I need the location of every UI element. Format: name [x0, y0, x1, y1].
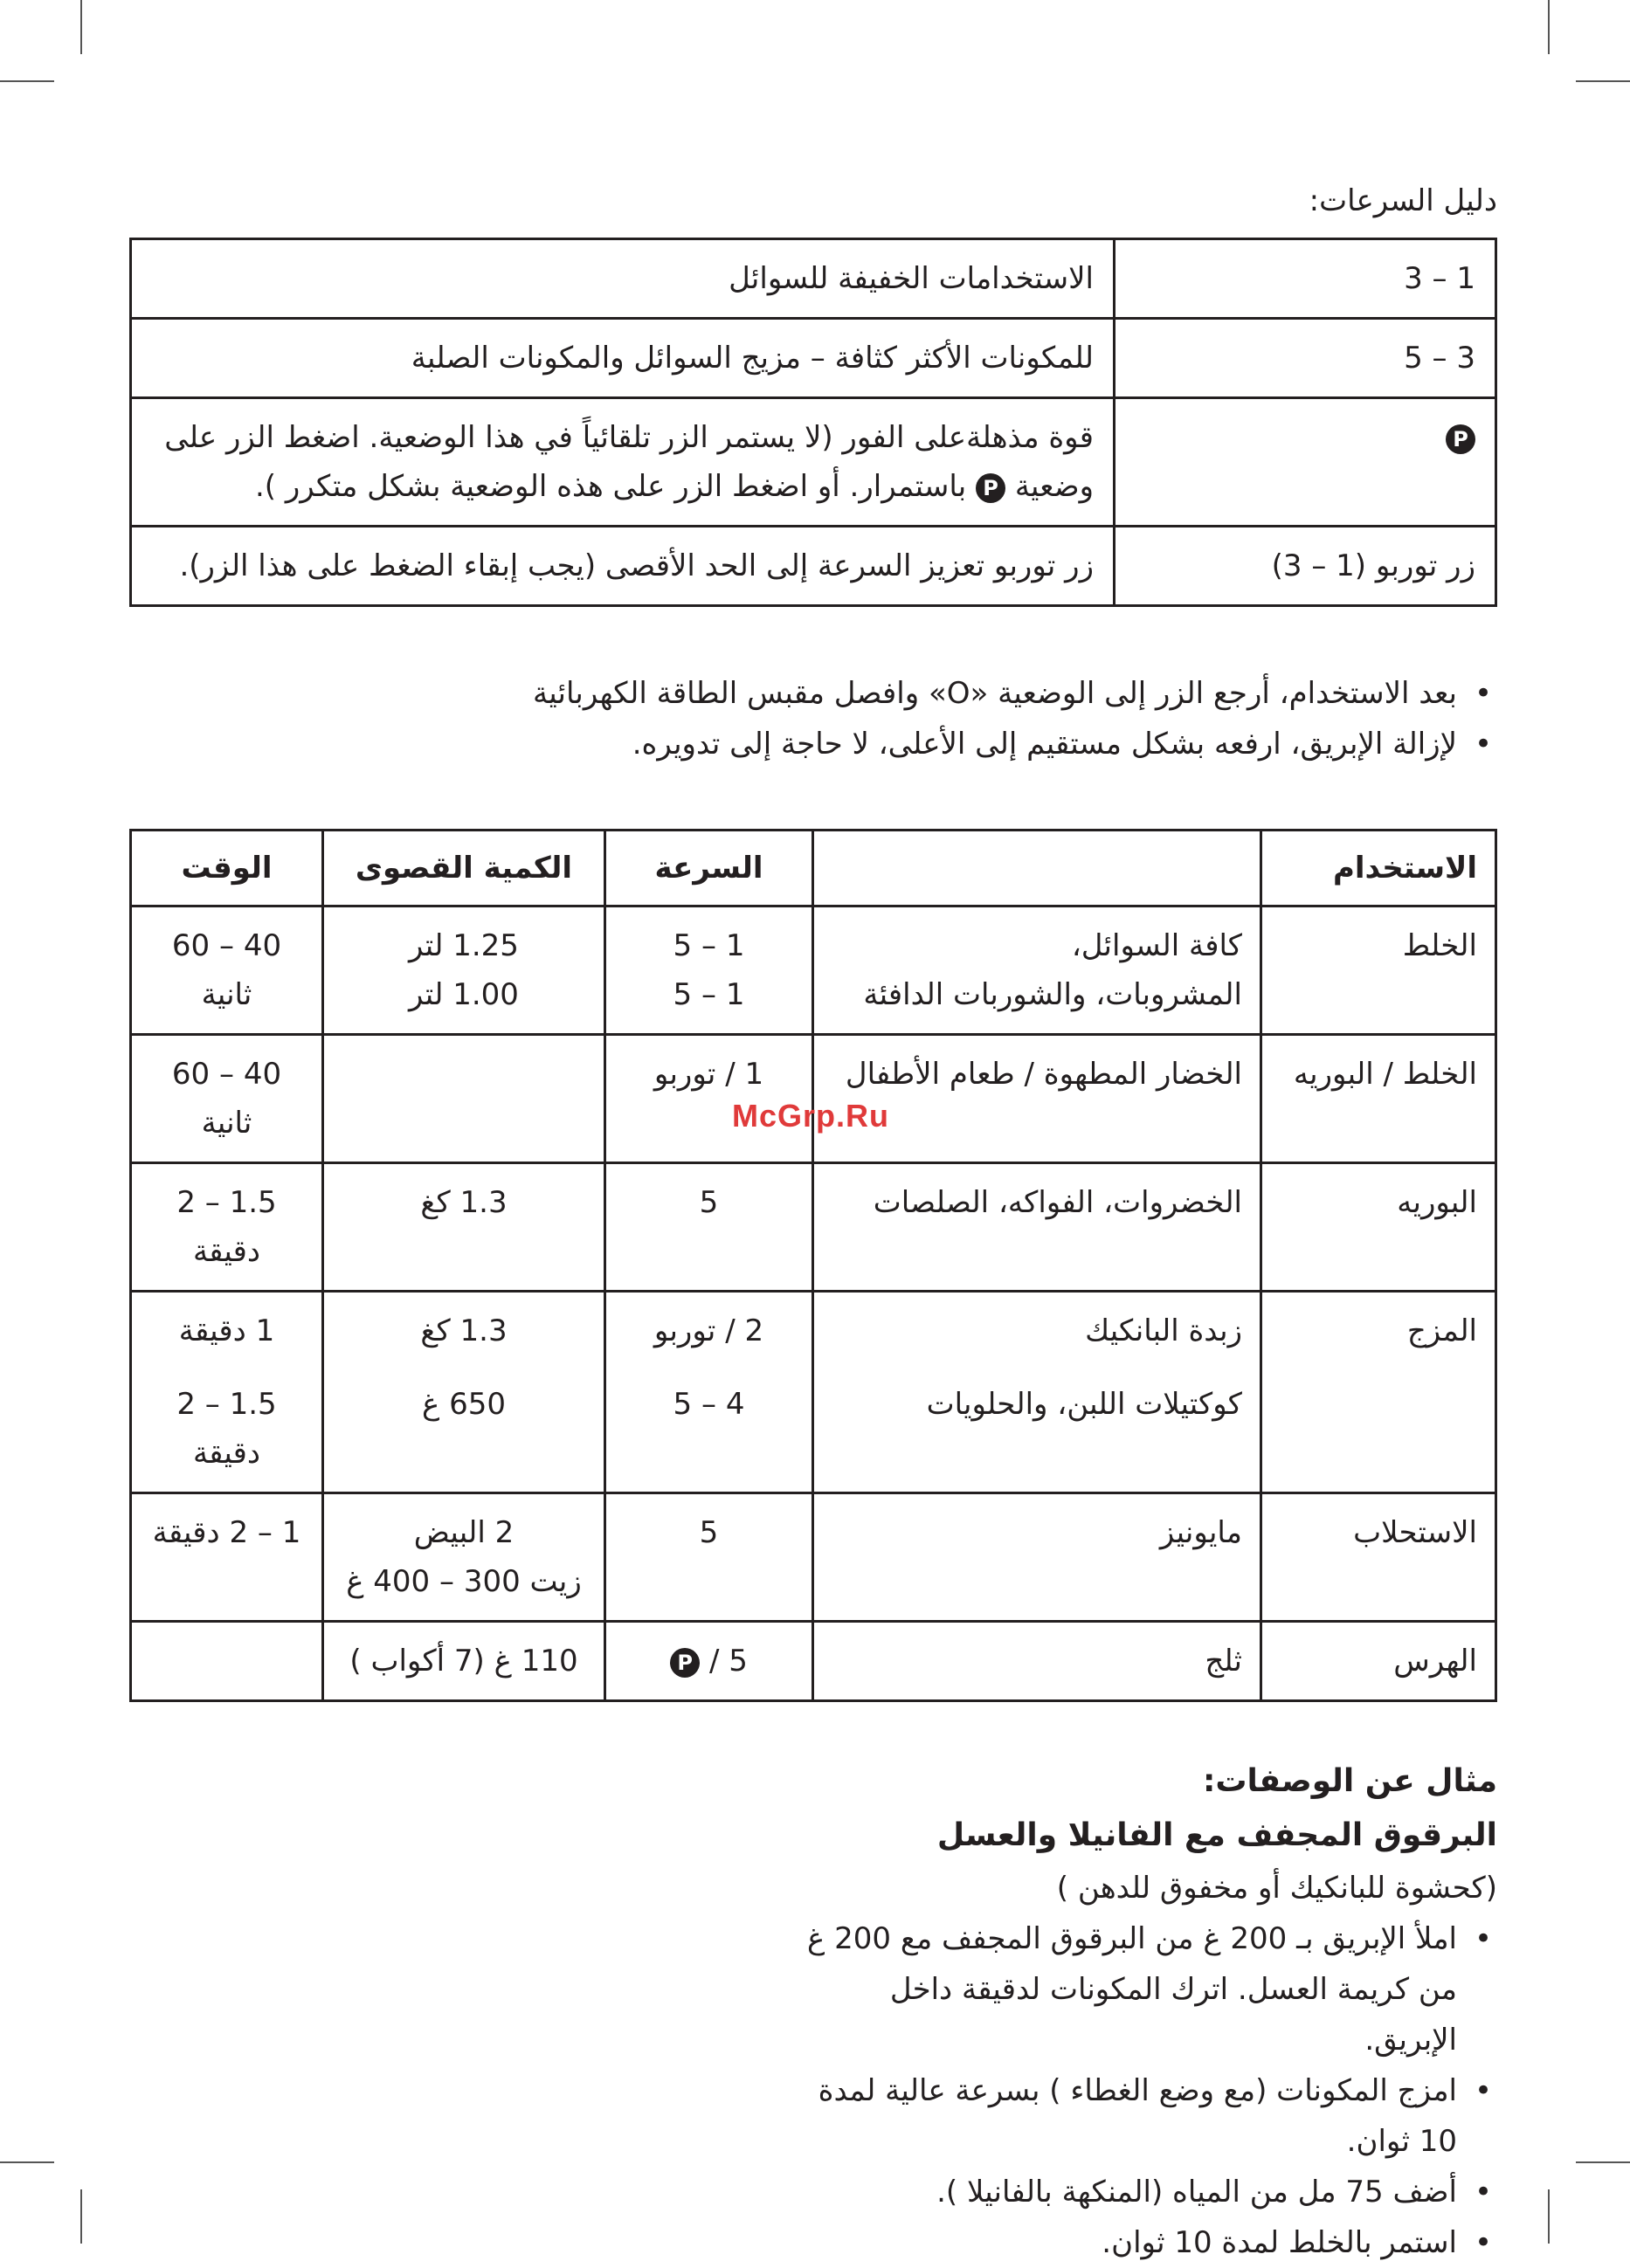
speed-guide-heading: دليل السرعات: — [1309, 183, 1497, 218]
crop-mark — [1576, 2161, 1630, 2163]
cell-time: 40 – 60 ثانية — [131, 1035, 323, 1163]
cell-speed — [605, 1622, 813, 1701]
speed-desc: الاستخدامات الخفيفة للسوائل — [131, 239, 1115, 319]
pulse-p-icon: P — [1446, 424, 1475, 454]
header-max-qty: الكمية القصوى — [323, 831, 605, 907]
cell-line: 1 – 5 — [673, 977, 745, 1012]
recipe-steps — [129, 1913, 1497, 2268]
cell-ingredients: مايونيز — [813, 1493, 1261, 1622]
cell-use: الخلط / البوريه — [1261, 1035, 1496, 1163]
header-speed: السرعة — [605, 831, 813, 907]
speed-guide-table — [129, 238, 1497, 607]
speed-desc-part2: باستمرار. أو اضغط الزر على هذه الوضعية بشكل متكرر ). — [254, 469, 967, 504]
cell-speed: 5 — [605, 1493, 813, 1622]
cell-line: المشروبات، والشوربات الدافئة — [863, 977, 1242, 1012]
header-ingredients — [813, 831, 1261, 907]
table-row — [131, 907, 1496, 1035]
table-row — [131, 527, 1496, 606]
cell-use: الخلط — [1261, 907, 1496, 1035]
cell-max-qty — [323, 1493, 605, 1622]
crop-mark — [80, 2189, 82, 2244]
table-row — [131, 398, 1496, 527]
cell-line: 650 غ — [421, 1387, 506, 1422]
cell-time — [131, 1292, 323, 1493]
page-content — [129, 183, 1497, 2268]
pulse-p-icon: P — [976, 473, 1005, 503]
table-row — [131, 1292, 1496, 1493]
list-item: • لإزالة الإبريق، ارفعه بشكل مستقيم إلى الأعلى، لا حاجة إلى تدويره. — [129, 719, 1497, 769]
recipe-subtitle: (كحشوة للبانكيك أو مخفوق للدهن ) — [1056, 1871, 1497, 1906]
list-item: • أضف 75 مل من المياه (المنكهة بالفانيلا ). — [793, 2167, 1497, 2217]
cell-use: الهرس — [1261, 1622, 1496, 1701]
list-item: • استمر بالخلط لمدة 10 ثوان. — [793, 2217, 1497, 2268]
cell-max-qty — [323, 1292, 605, 1493]
cell-use: المزج — [1261, 1292, 1496, 1493]
speed-desc — [131, 398, 1115, 527]
cell-line: كوكتيلات اللبن، والحلويات — [926, 1387, 1242, 1422]
table-row — [131, 1163, 1496, 1292]
recipe-section — [129, 1754, 1497, 2268]
header-use: الاستخدام — [1261, 831, 1496, 907]
cell-line: 2 البيض — [413, 1515, 515, 1550]
table-row — [131, 1493, 1496, 1622]
cell-time: 1.5 – 2 دقيقة — [131, 1163, 323, 1292]
cell-max-qty — [323, 1035, 605, 1163]
speed-desc-part1: قوة مذهلةعلى الفور (لا يستمر الزر تلقائياً في هذا الوضعية. اضغط الزر على وضعية — [164, 420, 1094, 504]
crop-mark — [1548, 2189, 1550, 2244]
usage-notes — [129, 668, 1497, 769]
speed-key: 1 – 3 — [1115, 239, 1496, 319]
pulse-p-icon: P — [670, 1648, 700, 1678]
crop-mark — [1548, 0, 1550, 54]
cell-line: 1.3 كغ — [420, 1313, 508, 1348]
cell-time: 40 – 60 ثانية — [131, 907, 323, 1035]
cell-line: 1.25 لتر — [409, 928, 519, 963]
cell-use: الاستحلاب — [1261, 1493, 1496, 1622]
cell-line: 1 – 5 — [673, 928, 745, 963]
cell-time — [131, 1622, 323, 1701]
crop-mark — [80, 0, 82, 54]
list-item: • املأ الإبريق بـ 200 غ من البرقوق المجفف مع 200 غ من كريمة العسل. اترك المكونات لدقيقة داخل الإبريق. — [793, 1913, 1497, 2065]
recipe-heading: مثال عن الوصفات: — [1202, 1763, 1497, 1799]
cell-line: زبدة البانكيك — [1085, 1313, 1242, 1348]
table-row — [131, 1622, 1496, 1701]
cell-speed: 5 — [605, 1163, 813, 1292]
cell-line: زيت 300 – 400 غ — [346, 1564, 582, 1599]
crop-mark — [0, 2161, 54, 2163]
cell-ingredients — [813, 1292, 1261, 1493]
list-item: • بعد الاستخدام، أرجع الزر إلى الوضعية «O» وافصل مقبس الطاقة الكهربائية — [129, 668, 1497, 719]
table-header-row — [131, 831, 1496, 907]
cell-use: البوريه — [1261, 1163, 1496, 1292]
cell-line: 2 / توربو — [653, 1313, 764, 1348]
speed-key: 3 – 5 — [1115, 319, 1496, 398]
cell-speed — [605, 1292, 813, 1493]
cell-line: 1.5 – 2 دقيقة — [176, 1387, 277, 1471]
speed-desc: للمكونات الأكثر كثافة – مزيج السوائل والمكونات الصلبة — [131, 319, 1115, 398]
cell-ingredients: ثلج — [813, 1622, 1261, 1701]
speed-key — [1115, 398, 1496, 527]
recipe-title: البرقوق المجفف مع الفانيلا والعسل — [936, 1817, 1497, 1853]
cell-line: كافة السوائل، — [1071, 928, 1242, 963]
cell-ingredients — [813, 907, 1261, 1035]
cell-ingredients: الخضروات، الفواكه، الصلصات — [813, 1163, 1261, 1292]
speed-key: زر توربو (1 – 3) — [1115, 527, 1496, 606]
usage-table — [129, 829, 1497, 1702]
cell-max-qty — [323, 907, 605, 1035]
cell-time: 1 – 2 دقيقة — [131, 1493, 323, 1622]
watermark: McGrp.Ru — [732, 1098, 890, 1134]
table-row — [131, 319, 1496, 398]
cell-max-qty: 110 غ (7 أكواب ) — [323, 1622, 605, 1701]
crop-mark — [1576, 80, 1630, 82]
cell-max-qty: 1.3 كغ — [323, 1163, 605, 1292]
crop-mark — [0, 80, 54, 82]
cell-ingredients: الخضار المطهوة / طعام الأطفال — [813, 1035, 1261, 1163]
speed-desc: زر توربو تعزيز السرعة إلى الحد الأقصى (يجب إبقاء الضغط على هذا الزر). — [131, 527, 1115, 606]
cell-line: 1 دقيقة — [178, 1313, 275, 1348]
cell-speed — [605, 907, 813, 1035]
cell-speed: 1 / توربو — [605, 1035, 813, 1163]
cell-line: 4 – 5 — [673, 1387, 745, 1422]
list-item: • امزج المكونات (مع وضع الغطاء ) بسرعة عالية لمدة 10 ثوان. — [793, 2065, 1497, 2167]
table-row — [131, 239, 1496, 319]
header-time: الوقت — [131, 831, 323, 907]
cell-line: 5 / — [708, 1644, 748, 1679]
cell-line: 1.00 لتر — [409, 977, 519, 1012]
